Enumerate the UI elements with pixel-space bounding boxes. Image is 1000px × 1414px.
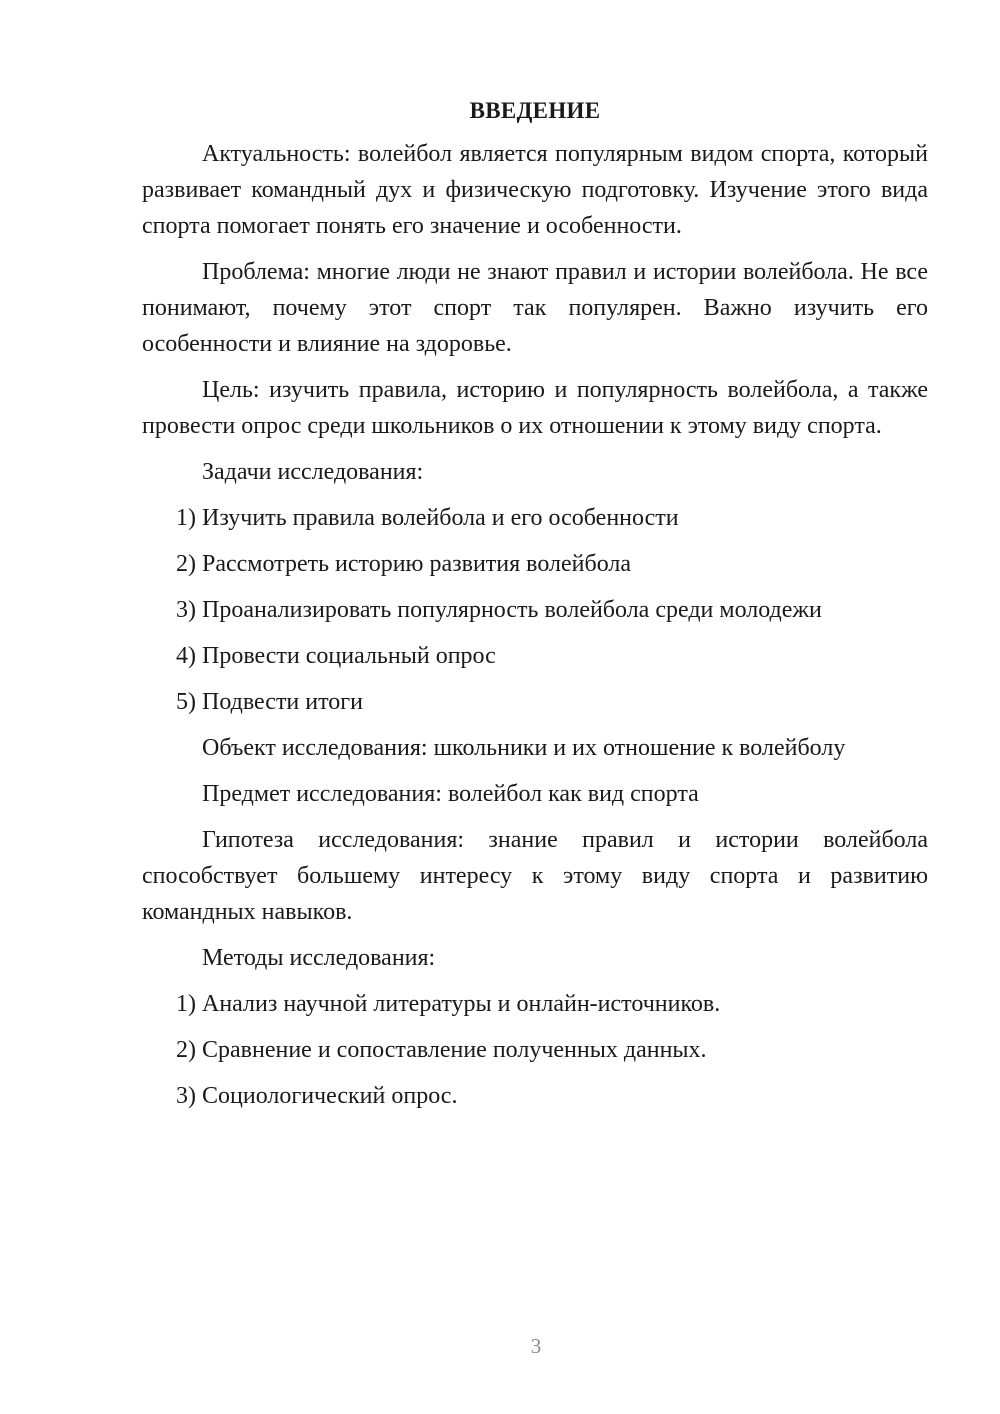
relevance-paragraph: Актуальность: волейбол является популярным видом спорта, который развивает командный дух и физическую подготовку. Изучение этого вида спорта помогает понять его значение и особенности. xyxy=(142,141,928,239)
method-item: 2) Сравнение и сопоставление полученных данных. xyxy=(176,1037,707,1063)
research-object: Объект исследования: школьники и их отношение к волейболу xyxy=(202,735,846,761)
page-number: 3 xyxy=(530,1334,542,1358)
task-item: 3) Проанализировать популярность волейбола среди молодежи xyxy=(176,597,822,623)
task-item: 2) Рассмотреть историю развития волейбола xyxy=(176,551,632,577)
page-title: ВВЕДЕНИЕ xyxy=(469,98,601,123)
task-item: 5) Подвести итоги xyxy=(176,689,363,715)
method-item: 1) Анализ научной литературы и онлайн-источников. xyxy=(176,991,721,1017)
task-item: 1) Изучить правила волейбола и его особенности xyxy=(176,505,679,531)
goal-paragraph: Цель: изучить правила, историю и популярность волейбола, а также провести опрос среди школьников о их отношении к этому виду спорта. xyxy=(142,377,928,439)
hypothesis-paragraph: Гипотеза исследования: знание правил и истории волейбола способствует большему интересу к этому виду спорта и развитию командных навыков. xyxy=(142,827,928,925)
tasks-title: Задачи исследования: xyxy=(202,459,424,485)
methods-title: Методы исследования: xyxy=(202,945,436,971)
problem-paragraph: Проблема: многие люди не знают правил и истории волейбола. Не все понимают, почему этот спорт так популярен. Важно изучить его особенности и влияние на здоровье. xyxy=(142,259,928,357)
task-item: 4) Провести социальный опрос xyxy=(176,643,496,669)
method-item: 3) Социологический опрос. xyxy=(176,1083,458,1109)
research-subject: Предмет исследования: волейбол как вид спорта xyxy=(202,781,699,807)
page-content xyxy=(142,94,928,1124)
